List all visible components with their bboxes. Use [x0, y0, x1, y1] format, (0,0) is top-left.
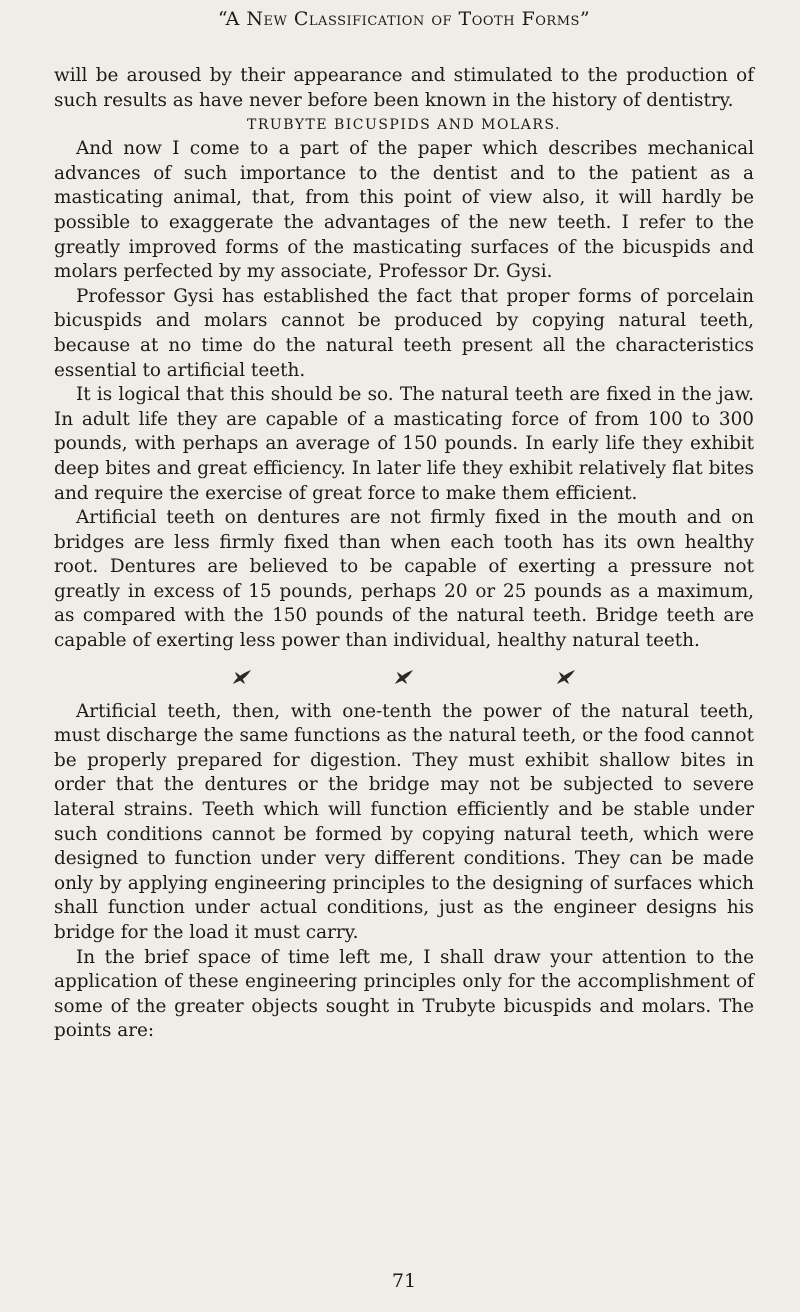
paragraph: Professor Gysi has established the fact that proper forms of porcelain bicuspids and molars cannot be produced by copying natural teeth, because at no time do the natural teeth present all the characteristics essential to artificial teeth.	[54, 285, 754, 381]
paragraph: It is logical that this should be so. The natural teeth are fixed in the jaw. In adult life they are capable of a masticating force of from 100 to 300 pounds, with perhaps an average of 150 pounds. In early life they exhibit deep bites and great efficiency. In later life they exhibit relatively flat bites and require the exercise of great force to make them efficient.	[54, 384, 754, 504]
paragraph: And now I come to a part of the paper which describes mechanical advances of such importance to the dentist and to the patient as a masticating animal, that, from this point of view also, it will hardly be possible to exaggerate the advantages of the new teeth. I refer to the greatly improved forms of the masticating surfaces of the bicuspids and molars perfected by my associate, Professor Dr. Gysi.	[54, 138, 754, 283]
page-number: 71	[391, 1270, 417, 1292]
continuation-paragraph: will be aroused by their appearance and stimulated to the production of such results as have never before been known in the history of dentistry.	[54, 65, 754, 111]
paragraph: Artificial teeth on dentures are not firmly fixed in the mouth and on bridges are less firmly fixed than when each tooth has its own healthy root. Dentures are believed to be capable of exerting a pressure not greatly in excess of 15 pounds, perhaps 20 or 25 pounds as a maximum, as compared with the 150 pounds of the natural teeth. Bridge teeth are capable of exerting less power than individual, healthy natural teeth.	[54, 507, 754, 652]
leaf-ornament-icon	[231, 668, 253, 686]
book-page	[54, 0, 754, 1312]
leaf-ornament-icon	[555, 668, 577, 686]
paragraph: In the brief space of time left me, I shall draw your attention to the application of these engineering principles only for the accomplishment of some of the greater objects sought in Trubyte bicuspids and molars. The points are:	[54, 946, 754, 1042]
paragraph: Artificial teeth, then, with one-tenth the power of the natural teeth, must discharge the same functions as the natural teeth, or the food cannot be properly prepared for digestion. They must exhibit shallow bites in order that the dentures or the bridge may not be subjected to severe lateral strains. Teeth which will function efficiently and be stable under such conditions cannot be formed by copying natural teeth, which were designed to function under very different conditions. They can be made only by applying engineering principles to the designing of surfaces which shall function under actual conditions, just as the engineer designs his bridge for the load it must carry.	[54, 700, 754, 943]
section-heading: TRUBYTE BICUSPIDS AND MOLARS.	[247, 117, 561, 134]
leaf-ornament-icon	[393, 668, 415, 686]
running-head: “A New Classification of Tooth Forms”	[217, 8, 591, 30]
body-text	[54, 64, 754, 1044]
ornament-divider	[54, 654, 754, 700]
